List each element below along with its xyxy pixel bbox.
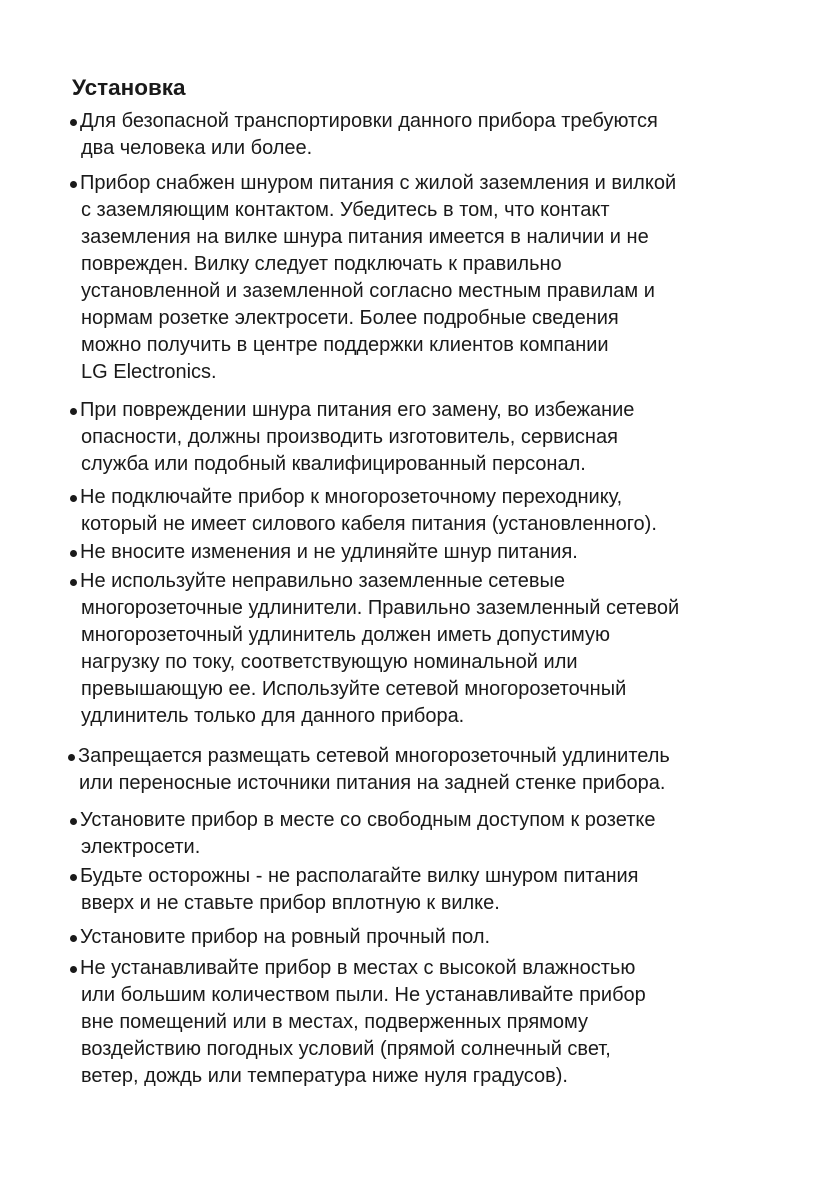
list-item-line: служба или подобный квалифицированный персонал.: [81, 453, 586, 475]
list-item: [68, 924, 490, 951]
section-heading: Установка: [72, 75, 186, 100]
list-item-line: или переносные источники питания на задней стенке прибора.: [79, 772, 666, 794]
list-item-line: нормам розетке электросети. Более подробные сведения: [81, 307, 619, 329]
list-item-line: вверх и не ставьте прибор вплотную к вилке.: [81, 892, 500, 914]
list-item-line: или большим количеством пыли. Не устанавливайте прибор: [81, 984, 646, 1006]
list-item: [68, 539, 578, 566]
list-item-line: с заземляющим контактом. Убедитесь в том, что контакт: [81, 199, 610, 221]
list-item: [68, 397, 634, 478]
list-item-line: превышающую ее. Используйте сетевой многорозеточный: [81, 678, 627, 700]
list-item-line: При повреждении шнура питания его замену, во избежание: [80, 399, 635, 421]
list-item-line: поврежден. Вилку следует подключать к правильно: [81, 253, 562, 275]
list-item: [68, 955, 646, 1090]
list-item-line: Запрещается размещать сетевой многорозеточный удлинитель: [78, 745, 670, 767]
list-item-line: LG Electronics.: [81, 361, 217, 383]
list-item-line: Не подключайте прибор к многорозеточному переходнику,: [80, 486, 623, 508]
list-item-line: ветер, дождь или температура ниже нуля градусов).: [81, 1065, 568, 1087]
list-item-line: Не вносите изменения и не удлиняйте шнур питания.: [80, 541, 578, 563]
list-item-line: заземления на вилке шнура питания имеется в наличии и не: [81, 226, 649, 248]
list-item-line: можно получить в центре поддержки клиентов компании: [81, 334, 609, 356]
list-item-line: Будьте осторожны - не располагайте вилку шнуром питания: [80, 865, 639, 887]
list-item: [68, 108, 658, 162]
list-item: [68, 170, 676, 386]
list-item-line: удлинитель только для данного прибора.: [81, 705, 465, 727]
list-item: [68, 484, 657, 538]
list-item: [66, 743, 670, 797]
list-item-line: Прибор снабжен шнуром питания с жилой заземления и вилкой: [80, 172, 677, 194]
list-item-line: установленной и заземленной согласно местным правилам и: [81, 280, 655, 302]
list-item-line: Не устанавливайте прибор в местах с высокой влажностью: [80, 957, 636, 979]
list-item-line: многорозеточный удлинитель должен иметь допустимую: [81, 624, 610, 646]
list-item-line: многорозеточные удлинители. Правильно заземленный сетевой: [81, 597, 680, 619]
list-item-line: воздействию погодных условий (прямой солнечный свет,: [81, 1038, 611, 1060]
list-item-line: Не используйте неправильно заземленные сетевые: [80, 570, 565, 592]
list-item-line: Установите прибор в месте со свободным доступом к розетке: [80, 809, 656, 831]
list-item-line: нагрузку по току, соответствующую номинальной или: [81, 651, 578, 673]
list-item-line: электросети.: [81, 836, 201, 858]
list-item-line: два человека или более.: [81, 137, 313, 159]
list-item: [68, 863, 639, 917]
list-item: [68, 568, 679, 730]
list-item-line: который не имеет силового кабеля питания (установленного).: [81, 513, 657, 535]
list-item-line: вне помещений или в местах, подверженных прямому: [81, 1011, 589, 1033]
list-item-line: Для безопасной транспортировки данного прибора требуются: [80, 110, 658, 132]
list-item-line: опасности, должны производить изготовитель, сервисная: [81, 426, 618, 448]
list-item: [68, 807, 655, 861]
list-item-line: Установите прибор на ровный прочный пол.: [80, 926, 491, 948]
